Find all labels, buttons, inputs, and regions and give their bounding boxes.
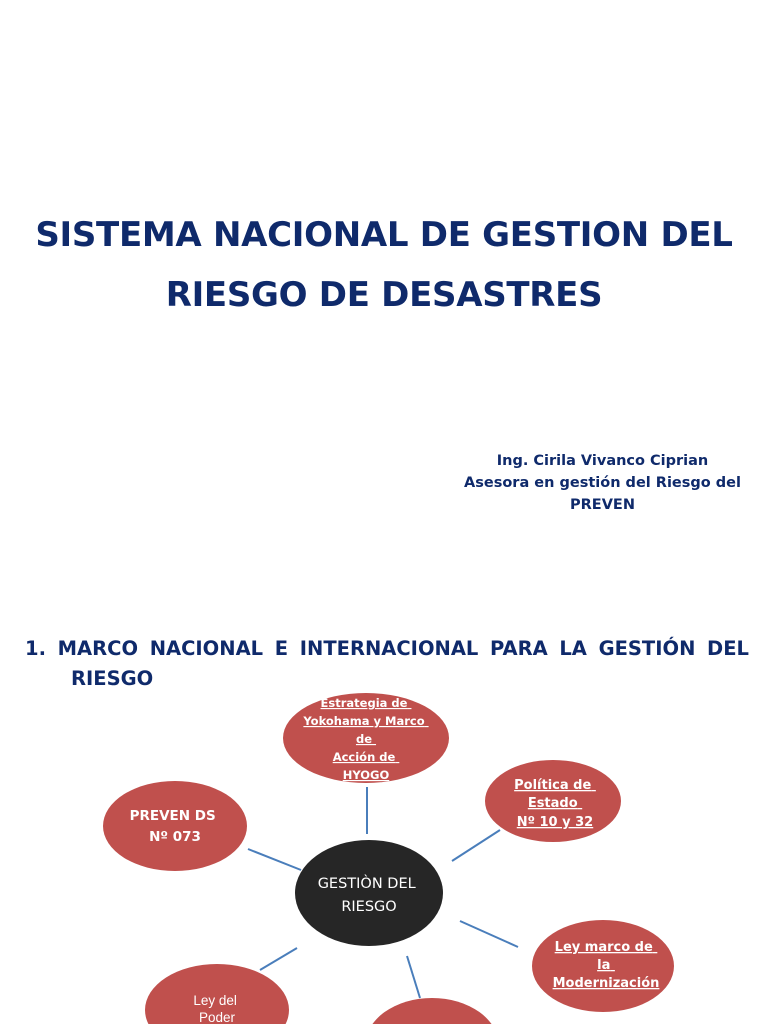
section-word: E	[274, 637, 289, 660]
node-ley-modernizacion-line: Modernización	[552, 976, 660, 991]
connector-preven	[248, 849, 301, 870]
node-preven-line: PREVEN DS	[129, 808, 216, 824]
node-preven-shape	[103, 781, 247, 871]
connector-ley-modernizacion	[460, 921, 518, 947]
node-ley-poder[interactable]	[145, 964, 289, 1024]
section-word: MARCO	[57, 637, 139, 660]
node-ley-modernizacion-line: Ley marco de	[554, 940, 653, 955]
node-ley-poder-line: Poder	[198, 1010, 236, 1024]
author-name: Ing. Cirila Vivanco Ciprian	[496, 453, 709, 469]
author-role-line-1: Asesora en gestión del Riesgo del	[464, 475, 741, 491]
node-hyogo-line: Yokohama y Marco	[303, 714, 425, 728]
section-word: NACIONAL	[149, 637, 264, 660]
title-line-1: SISTEMA NACIONAL DE GESTION DEL	[35, 215, 733, 255]
node-ley-modernizacion[interactable]	[532, 920, 674, 1012]
node-politica-line: Nº 10 y 32	[516, 815, 594, 830]
node-hyogo[interactable]	[283, 693, 449, 783]
connector-politica	[452, 830, 500, 861]
node-hyogo-line: de	[355, 732, 373, 746]
node-center-line: GESTIÒN DEL	[317, 876, 416, 892]
section-word: GESTIÓN	[598, 637, 696, 660]
section-word: INTERNACIONAL	[299, 637, 479, 660]
author-role-line-2: PREVEN	[570, 497, 635, 513]
node-preven-line: Nº 073	[149, 829, 201, 845]
node-center-line: RIESGO	[341, 899, 397, 915]
connector-bottom	[407, 956, 420, 998]
node-politica-line: Estado	[527, 796, 578, 811]
node-politica-line: Política de	[514, 778, 592, 793]
node-hyogo-line: Estrategia de	[320, 696, 408, 710]
section-heading-line-2: RIESGO	[71, 667, 154, 690]
node-bottom-shape	[365, 998, 499, 1024]
node-politica[interactable]	[485, 760, 621, 842]
section-number: 1.	[25, 637, 46, 660]
node-ley-poder-line: Ley del	[193, 993, 237, 1008]
node-preven[interactable]	[103, 781, 247, 871]
section-word: LA	[559, 637, 587, 660]
title-line-2: RIESGO DE DESASTRES	[165, 275, 603, 315]
section-word: PARA	[490, 637, 548, 660]
node-center[interactable]	[295, 840, 443, 946]
section-word: DEL	[707, 637, 749, 660]
connector-ley-poder	[260, 948, 297, 970]
node-bottom[interactable]	[365, 998, 499, 1024]
node-ley-modernizacion-line: la	[597, 958, 611, 973]
node-hyogo-line: Acción de	[332, 750, 396, 764]
node-center-shape	[295, 840, 443, 946]
node-hyogo-line: HYOGO	[342, 768, 390, 782]
